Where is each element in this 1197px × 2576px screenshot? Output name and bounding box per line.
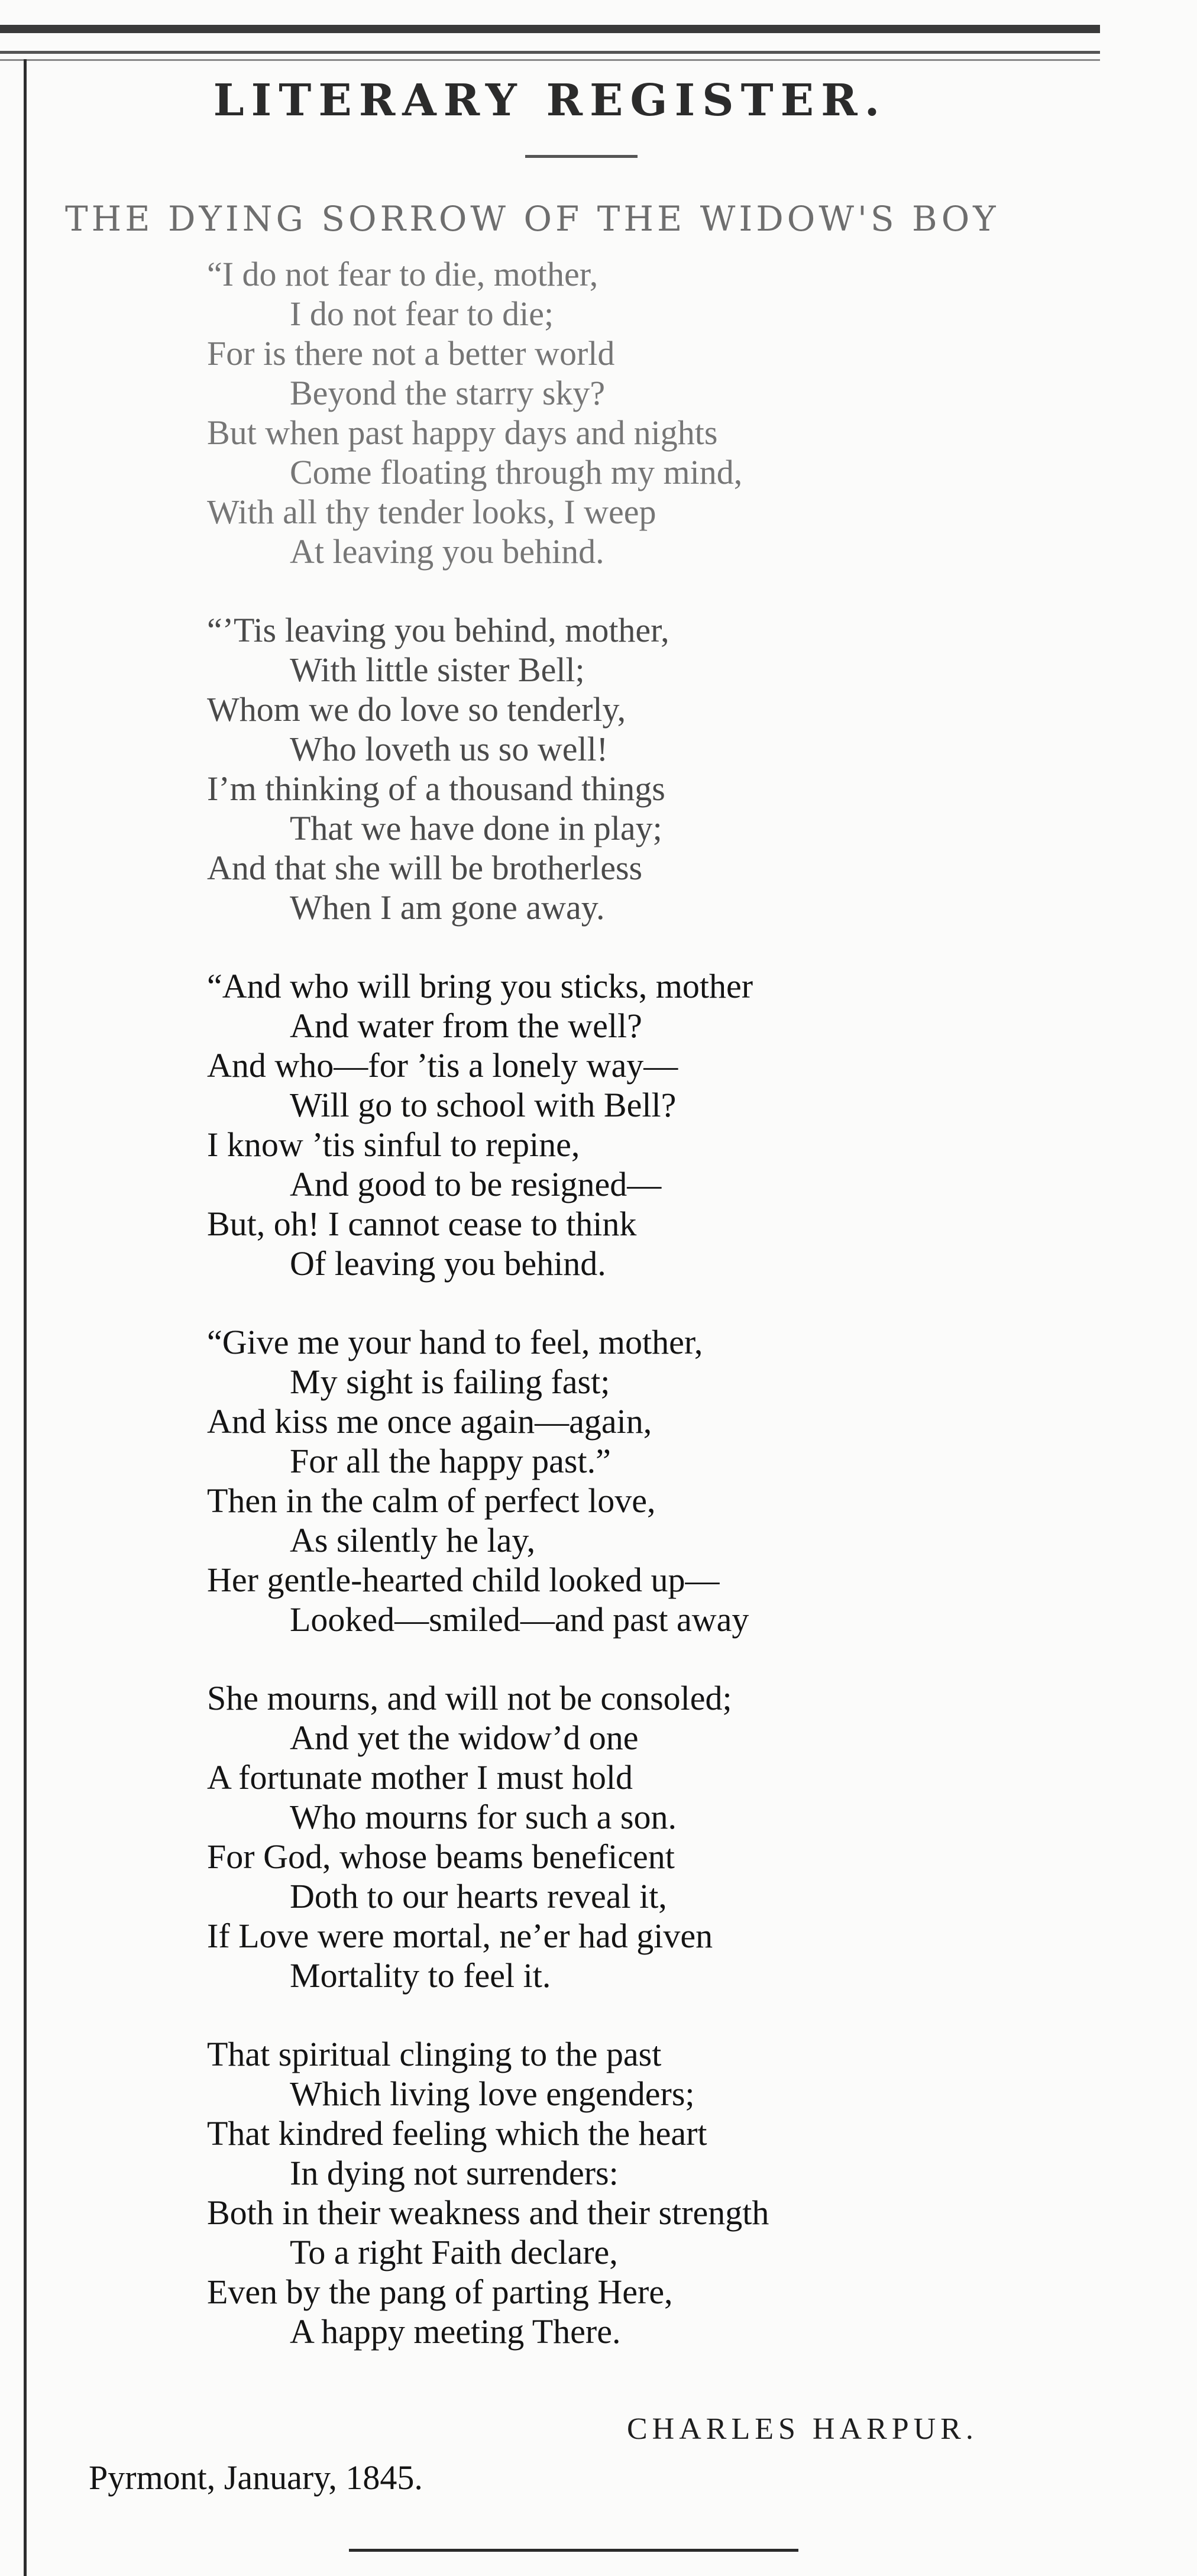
poem-line: Come floating through my mind, [290, 453, 743, 491]
poem-line: Both in their weakness and their strength [207, 2193, 769, 2232]
poem-line: Looked—smiled—and past away [290, 1600, 749, 1639]
poem-line: To a right Faith declare, [290, 2233, 618, 2271]
poem-line: Doth to our hearts reveal it, [290, 1877, 667, 1915]
poem-line: Of leaving you behind. [290, 1244, 606, 1283]
poem-line: And water from the well? [290, 1007, 642, 1045]
poem-line: For is there not a better world [207, 334, 615, 373]
stanza-4 [207, 1322, 1094, 1639]
top-hairline-rule [0, 59, 1100, 61]
poem-line: Which living love engenders; [290, 2075, 695, 2113]
poem-line: Beyond the starry sky? [290, 374, 606, 412]
poem-line: “And who will bring you sticks, mother [207, 967, 753, 1005]
poem-line: And good to be resigned— [290, 1165, 662, 1203]
poem-line: I’m thinking of a thousand things [207, 769, 665, 808]
author-signature: CHARLES HARPUR. [627, 2412, 978, 2446]
poem-line: For all the happy past.” [290, 1442, 611, 1480]
poem-line: Whom we do love so tenderly, [207, 690, 626, 729]
poem-body [207, 254, 1094, 2390]
poem-line: And who—for ’tis a lonely way— [207, 1046, 678, 1085]
poem-line: “I do not fear to die, mother, [207, 255, 598, 293]
poem-line: Then in the calm of perfect love, [207, 1481, 656, 1520]
poem-line: I do not fear to die; [290, 295, 554, 333]
top-thin-rule [0, 51, 1100, 54]
stanza-5 [207, 1678, 1094, 1995]
poem-line: With all thy tender looks, I weep [207, 493, 656, 531]
stanza-3 [207, 966, 1094, 1283]
poem-line: If Love were mortal, ne’er had given [207, 1917, 713, 1955]
poem-line: And kiss me once again—again, [207, 1402, 652, 1441]
poem-line: For God, whose beams beneficent [207, 1837, 675, 1876]
poem-line: At leaving you behind. [290, 532, 604, 571]
stanza-6 [207, 2034, 1094, 2351]
poem-line: But, oh! I cannot cease to think [207, 1205, 637, 1243]
column-rule-left [24, 59, 27, 2576]
poem-line: And that she will be brotherless [207, 849, 643, 887]
poem-line: That kindred feeling which the heart [207, 2114, 707, 2153]
poem-line: When I am gone away. [290, 888, 605, 927]
poem-line: As silently he lay, [290, 1521, 536, 1559]
poem-line: A happy meeting There. [290, 2312, 621, 2351]
poem-line: “Give me your hand to feel, mother, [207, 1323, 703, 1361]
poem-line: In dying not surrenders: [290, 2154, 619, 2192]
stanza-1 [207, 254, 1094, 571]
poem-line: She mourns, and will not be consoled; [207, 1679, 732, 1717]
dateline: Pyrmont, January, 1845. [89, 2458, 423, 2497]
poem-line: That we have done in play; [290, 809, 662, 847]
section-heading: LITERARY REGISTER. [213, 75, 887, 126]
poem-line: Even by the pang of parting Here, [207, 2273, 673, 2311]
poem-title: THE DYING SORROW OF THE WIDOW'S BOY [65, 199, 999, 239]
top-heavy-rule [0, 25, 1100, 33]
poem-line: With little sister Bell; [290, 651, 585, 689]
poem-line: Who loveth us so well! [290, 730, 609, 768]
poem-line: But when past happy days and nights [207, 413, 718, 452]
poem-line: Her gentle-hearted child looked up— [207, 1561, 720, 1599]
poem-line: I know ’tis sinful to repine, [207, 1125, 580, 1164]
poem-line: My sight is failing fast; [290, 1363, 610, 1401]
poem-line: Who mourns for such a son. [290, 1798, 677, 1836]
poem-line: “’Tis leaving you behind, mother, [207, 611, 669, 649]
poem-line: And yet the widow’d one [290, 1719, 639, 1757]
footer-rule [349, 2549, 798, 2552]
poem-line: Will go to school with Bell? [290, 1086, 677, 1124]
stanza-2 [207, 610, 1094, 927]
heading-underline [525, 155, 638, 158]
poem-line: That spiritual clinging to the past [207, 2035, 662, 2073]
poem-line: A fortunate mother I must hold [207, 1758, 633, 1797]
poem-line: Mortality to feel it. [290, 1956, 551, 1995]
